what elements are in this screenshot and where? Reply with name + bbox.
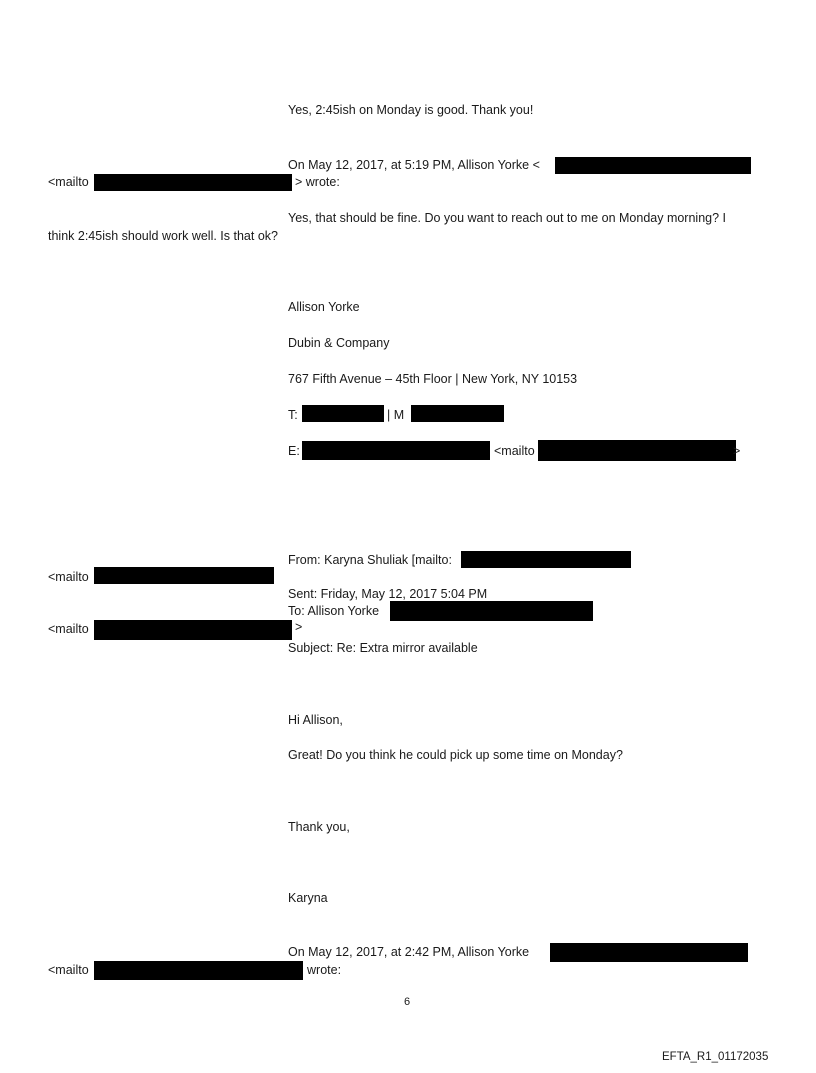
redaction-box	[302, 441, 490, 460]
signature-email-end: >	[733, 444, 741, 458]
quote1-body-line: think 2:45ish should work well. Is that ok?	[48, 229, 278, 243]
to-end: >	[295, 620, 303, 634]
reply-line: Yes, 2:45ish on Monday is good. Thank you!	[288, 103, 534, 117]
greeting: Hi Allison,	[288, 713, 343, 727]
redaction-box	[538, 440, 736, 461]
signoff: Karyna	[288, 891, 328, 905]
quote1-header: On May 12, 2017, at 5:19 PM, Allison Yorke <	[288, 158, 540, 172]
page-number: 6	[404, 996, 411, 1008]
signature-email-mailto: <mailto	[494, 444, 535, 458]
to-mailto: <mailto	[48, 622, 89, 636]
redaction-box	[411, 405, 504, 422]
redaction-box	[555, 157, 751, 174]
redaction-box	[390, 601, 593, 621]
quote2-wrote: wrote:	[307, 963, 342, 977]
quote1-mailto: <mailto	[48, 175, 89, 189]
redaction-box	[302, 405, 384, 422]
quote2-header: On May 12, 2017, at 2:42 PM, Allison Yorke	[288, 945, 530, 959]
quote1-body-line: Yes, that should be fine. Do you want to reach out to me on Monday morning? I	[288, 211, 727, 225]
redaction-box	[94, 174, 292, 191]
redaction-box	[94, 620, 292, 640]
from-mailto: <mailto	[48, 570, 89, 584]
redaction-box	[461, 551, 631, 568]
signature-mobile-label: | M	[387, 408, 405, 422]
signature-address: 767 Fifth Avenue – 45th Floor | New York, NY 10153	[288, 372, 578, 386]
redaction-box	[94, 567, 274, 584]
redaction-box	[94, 961, 303, 980]
signature-name: Allison Yorke	[288, 300, 360, 314]
document-id: EFTA_R1_01172035	[662, 1051, 769, 1063]
to-line: To: Allison Yorke	[288, 604, 380, 618]
subject-line: Subject: Re: Extra mirror available	[288, 641, 478, 655]
sent-line: Sent: Friday, May 12, 2017 5:04 PM	[288, 587, 488, 601]
redaction-box	[550, 943, 748, 962]
signature-company: Dubin & Company	[288, 336, 390, 350]
quote1-wrote: > wrote:	[295, 175, 340, 189]
quote2-mailto: <mailto	[48, 963, 89, 977]
signature-phone-label: T:	[288, 408, 298, 422]
body-line: Great! Do you think he could pick up some time on Monday?	[288, 748, 623, 762]
closing: Thank you,	[288, 820, 350, 834]
from-line: From: Karyna Shuliak [mailto:	[288, 553, 452, 567]
signature-email-label: E:	[288, 444, 300, 458]
